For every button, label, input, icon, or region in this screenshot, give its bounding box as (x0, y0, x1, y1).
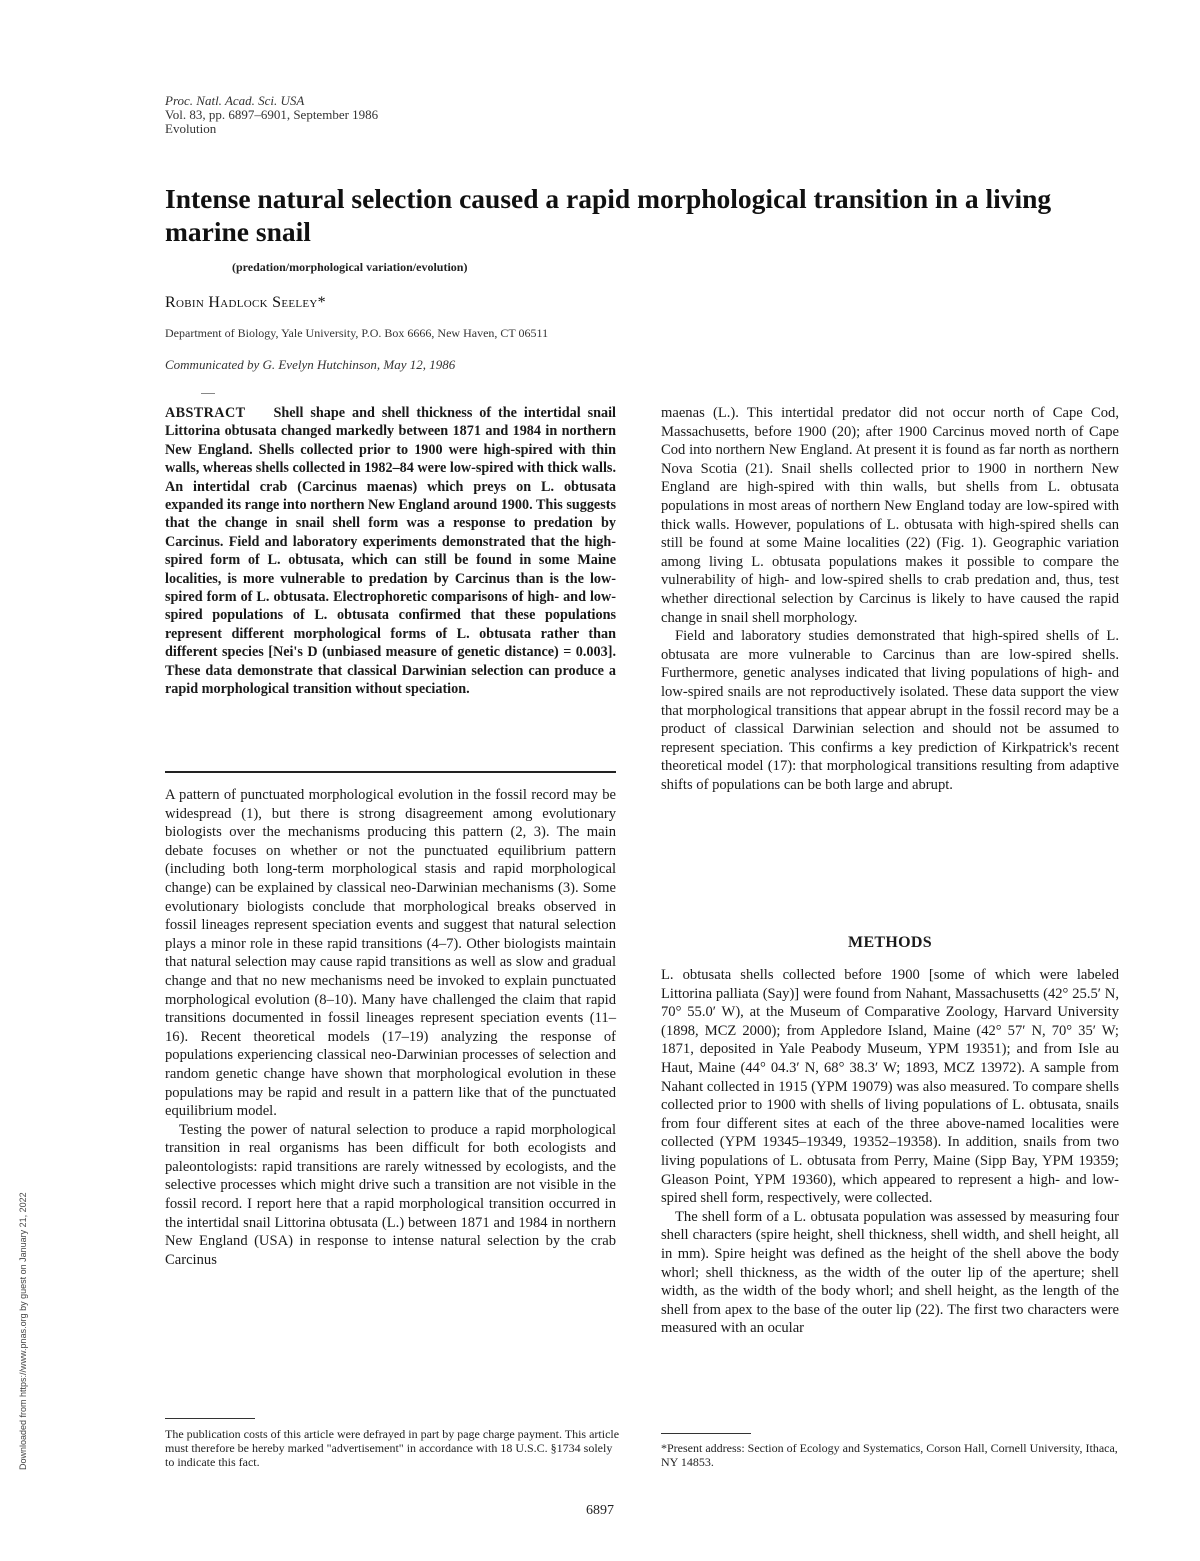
methods-section (661, 966, 1119, 1338)
volume-line: Vol. 83, pp. 6897–6901, September 1986 (165, 107, 379, 122)
publication-costs-footnote: The publication costs of this article were defrayed in part by page charge payment. This article must therefore be hereby marked "advertisement" in accordance with 18 U.S.C. §1734 solely to indicate this fact. (165, 1427, 620, 1469)
present-address-footnote: *Present address: Section of Ecology and Systematics, Corson Hall, Cornell University, Ithaca, NY 14853. (661, 1441, 1118, 1469)
affiliation: Department of Biology, Yale University, P.O. Box 6666, New Haven, CT 06511 (165, 326, 549, 340)
body-left-column (165, 786, 616, 1269)
author-name: Robin Hadlock Seeley* (165, 294, 326, 311)
methods-paragraph: The shell form of a L. obtusata population was assessed by measuring four shell characters (spire height, shell thickness, shell width, and shell height, all in mm). Spire height was defined as the height of the shell above the body whorl; shell thickness, as the width of the outer lip of the aperture; shell width, as the width of the body whorl; and shell height, as the length of the shell from apex to the base of the outer lip (22). The first two characters were measured with an ocular (661, 1208, 1119, 1337)
abstract-text: Shell shape and shell thickness of the intertidal snail Littorina obtusata changed markedly between 1871 and 1984 in northern New England. Shells collected prior to 1900 were high-spired with thin walls, whereas shells collected in 1982–84 were low-spired with thick walls. An intertidal crab (Carcinus maenas) which preys on L. obtusata expanded its range into northern New England around 1900. This suggests that the change in snail shell form was a response to predation by Carcinus. Field and laboratory experiments demonstrated that the high-spired form of L. obtusata, which can still be found in some Maine localities, is more vulnerable to predation by Carcinus than is the low-spired form of L. obtusata. Electrophoretic comparisons of high- and low-spired populations of L. obtusata confirmed that these populations represent different morphological forms of L. obtusata rather than different species [Nei's D (unbiased measure of genetic distance) = 0.003]. These data demonstrate that classical Darwinian selection can produce a rapid morphological transition without speciation. (165, 405, 616, 698)
journal-name: Proc. Natl. Acad. Sci. USA (165, 93, 305, 108)
methods-heading: METHODS (848, 934, 932, 951)
page-number: 6897 (586, 1503, 614, 1518)
communicated-by: Communicated by G. Evelyn Hutchinson, May 12, 1986 (165, 357, 456, 372)
abstract-heading: ABSTRACT (165, 405, 246, 421)
abstract-rule (165, 771, 616, 773)
body-paragraph: Testing the power of natural selection to produce a rapid morphological transition in real organisms has been difficult for both ecologists and paleontologists: rapid transitions are rarely witnessed by ecologists, and the selective processes which might drive such a transition are not visible in the fossil record. I report here that a rapid morphological transition occurred in the intertidal snail Littorina obtusata (L.) between 1871 and 1984 in northern New England (USA) in response to intense natural selection by the crab Carcinus (165, 1121, 616, 1268)
body-paragraph: A pattern of punctuated morphological evolution in the fossil record may be widespread (1), but there is strong disagreement among evolutionary biologists over the mechanisms producing this pattern (2, 3). The main debate focuses on whether or not the punctuated equilibrium pattern (including both long-term morphological stasis and rapid morphological change) can be explained by classical neo-Darwinian mechanisms (3). Some evolutionary biologists conclude that morphological breaks observed in fossil lineages represent speciation events and suggest that natural selection plays a minor role in these rapid transitions (4–7). Other biologists maintain that natural selection may cause rapid transitions as well as slow and gradual change and that no new mechanisms need be invoked to explain punctuated morphological evolution (8–10). Many have challenged the claim that rapid transitions documented in fossil lineages represent speciation events (11–16). Recent theoretical models (17–19) analyzing the response of populations experiencing classical neo-Darwinian processes of selection and random genetic change have shown that morphological evolution in these populations may be rapid and result in a pattern like that of the punctuated equilibrium model. (165, 787, 616, 1120)
footnote-rule (165, 1418, 255, 1419)
body-paragraph: maenas (L.). This intertidal predator did not occur north of Cape Cod, Massachusetts, before 1900 (20); after 1900 Carcinus moved north of Cape Cod into northern New England. At present it is found as far north as northern Nova Scotia (21). Snail shells collected prior to 1900 in northern New England are high-spired with thin walls, but shells from L. obtusata populations in most areas of northern New England today are low-spired with thick walls. However, populations of L. obtusata with high-spired shells can still be found at some Maine localities (22) (Fig. 1). Geographic variation among living L. obtusata populations makes it possible to compare the vulnerability of high- and low-spired shells to crab predation and, thus, test whether directional selection by Carcinus is likely to have caused the rapid change in snail shell morphology. (661, 405, 1119, 626)
abstract (165, 404, 616, 699)
body-paragraph: Field and laboratory studies demonstrated that high-spired shells of L. obtusata are more vulnerable to Carcinus than are low-spired shells. Furthermore, genetic analyses indicated that living populations of high- and low-spired snails are not reproductively isolated. These data support the view that morphological transitions that appear abrupt in the fossil record may be a product of classical Darwinian selection and should not be assumed to represent speciation. This confirms a key prediction of Kirkpatrick's recent theoretical model (17): that morphological transitions resulting from adaptive shifts of populations can be both large and abrupt. (661, 628, 1119, 793)
footnote-rule (661, 1433, 751, 1434)
download-watermark: Downloaded from https://www.pnas.org by guest on January 21, 2022 (18, 1192, 28, 1470)
body-right-column (661, 404, 1119, 794)
journal-header (165, 94, 378, 136)
paper-title: Intense natural selection caused a rapid morphological transition in a living marine snail (165, 183, 1052, 247)
section-label: Evolution (165, 121, 217, 136)
keywords: (predation/morphological variation/evolution) (232, 260, 468, 274)
methods-paragraph: L. obtusata shells collected before 1900 [some of which were labeled Littorina palliata (Say)] were found from Nahant, Massachusetts (42° 25.5′ N, 70° 55.0′ W), at the Museum of Comparative Zoology, Harvard University (1898, MCZ 2000); from Appledore Island, Maine (42° 57′ N, 70° 35′ W; 1871, deposited in Yale Peabody Museum, YPM 19351); and from Isle au Haut, Maine (44° 04.3′ N, 68° 38.3′ W; 1893, MCZ 13972). A sample from Nahant collected in 1915 (YPM 19079) was also measured. To compare shells collected prior to 1900 with shells of living populations of L. obtusata, snails from four different sites at each of the three above-named localities were collected (YPM 19345–19349, 19352–19358). In addition, snails from two living populations of L. obtusata from Perry, Maine (Sipp Bay, YPM 19359; Gleason Point, YPM 19360), which appeared to represent a high- and low-spired shell form, respectively, were collected. (661, 967, 1119, 1207)
divider-tick (201, 393, 215, 394)
